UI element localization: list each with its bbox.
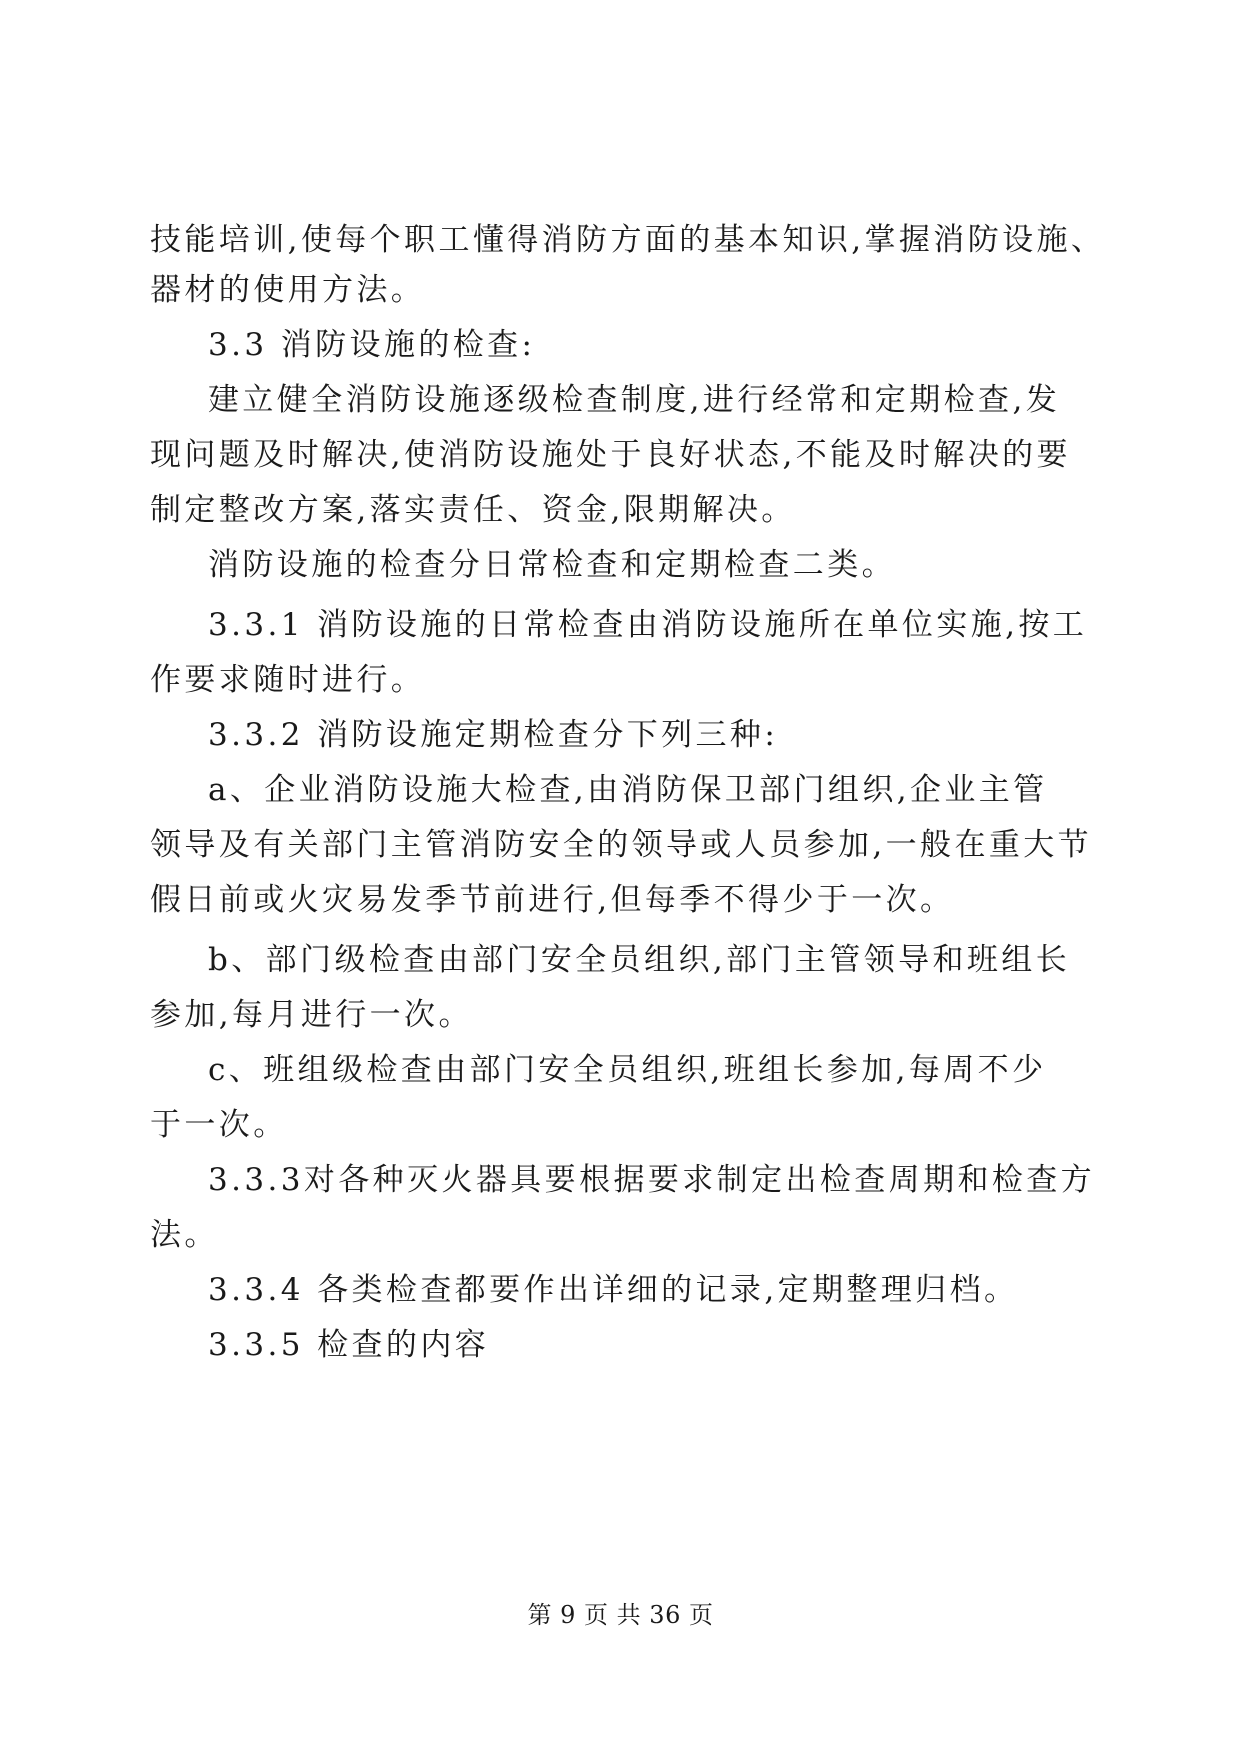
text-line: 技能培训,使每个职工懂得消防方面的基本知识,掌握消防设施、 — [150, 222, 1106, 258]
page-number-footer: 第 9 页 共 36 页 — [527, 1601, 714, 1629]
list-item-b: b、部门级检查由部门安全员组织,部门主管领导和班组长 — [208, 942, 1071, 978]
text-line: 于一次。 — [150, 1107, 288, 1143]
text-line: 消防设施的检查分日常检查和定期检查二类。 — [208, 547, 896, 583]
section-heading: 3.3.5 检查的内容 — [208, 1327, 490, 1363]
section-heading: 3.3 消防设施的检查: — [208, 327, 536, 363]
list-item-c: c、班组级检查由部门安全员组织,班组长参加,每周不少 — [208, 1052, 1047, 1088]
text-line: 器材的使用方法。 — [150, 272, 426, 308]
section-heading: 3.3.4 各类检查都要作出详细的记录,定期整理归档。 — [208, 1272, 1019, 1308]
text-line: 假日前或火灾易发季节前进行,但每季不得少于一次。 — [150, 882, 955, 918]
text-line: 制定整改方案,落实责任、资金,限期解决。 — [150, 492, 796, 528]
section-heading: 3.3.3对各种灭火器具要根据要求制定出检查周期和检查方 — [208, 1162, 1096, 1198]
text-line: 参加,每月进行一次。 — [150, 997, 473, 1033]
section-heading: 3.3.2 消防设施定期检查分下列三种: — [208, 717, 779, 753]
section-heading: 3.3.1 消防设施的日常检查由消防设施所在单位实施,按工 — [208, 607, 1088, 643]
list-item-a: a、企业消防设施大检查,由消防保卫部门组织,企业主管 — [208, 772, 1048, 808]
text-line: 作要求随时进行。 — [150, 662, 426, 698]
text-line: 法。 — [150, 1217, 219, 1253]
text-line: 领导及有关部门主管消防安全的领导或人员参加,一般在重大节 — [150, 827, 1093, 863]
text-line: 现问题及时解决,使消防设施处于良好状态,不能及时解决的要 — [150, 437, 1071, 473]
text-line: 建立健全消防设施逐级检查制度,进行经常和定期检查,发 — [208, 382, 1061, 418]
